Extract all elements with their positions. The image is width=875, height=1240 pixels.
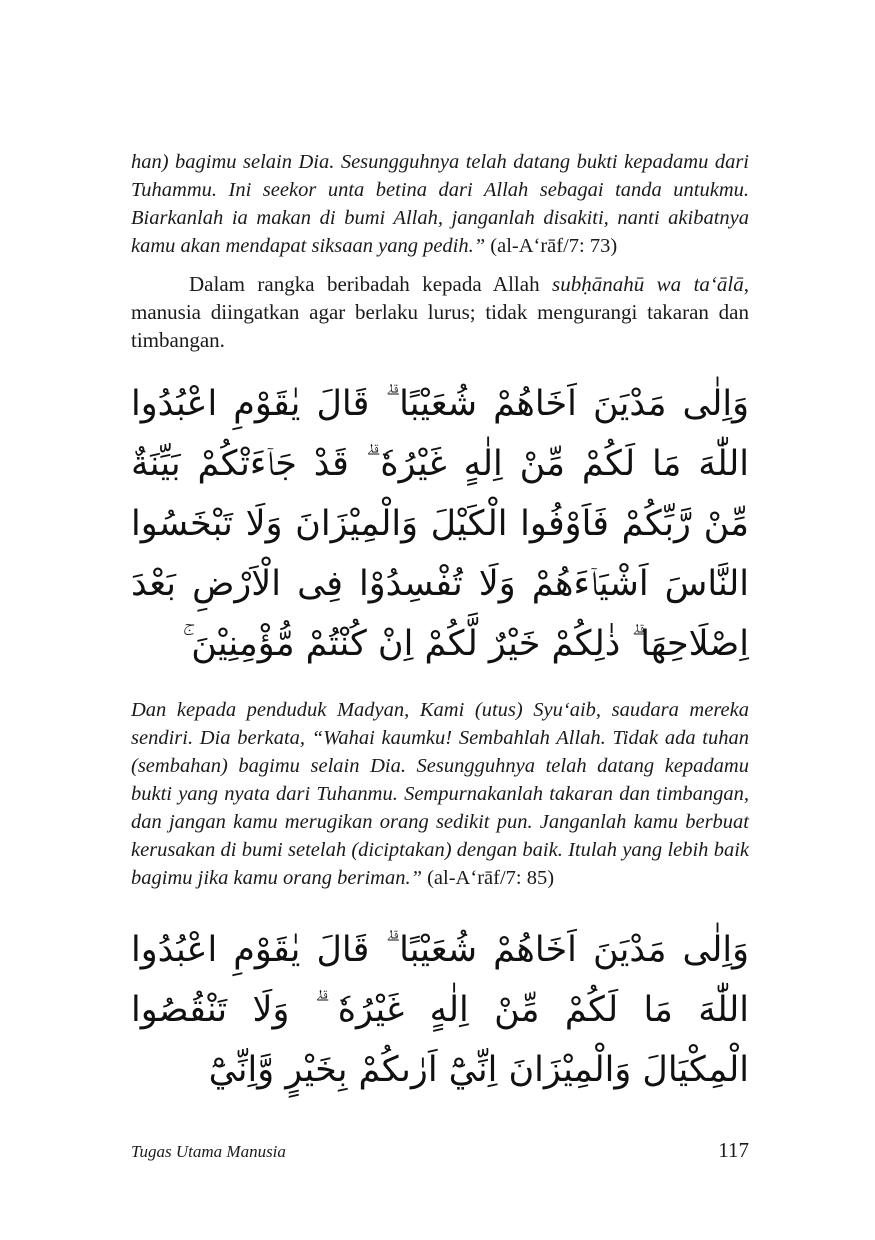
footer-page-number: 117 — [718, 1138, 749, 1162]
top-quote — [131, 148, 749, 260]
verse-1-translation — [131, 696, 749, 892]
verse-1-reference: (al-A‘rāf/7: 85) — [421, 867, 555, 889]
verse-1-translation-text: Dan kepada penduduk Madyan, Kami (utus) Syu‘aib, saudara mereka sendiri. Dia berkata, “Wahai kaumku! Sembahlah Allah. Tidak ada tuhan (sembahan) bagimu selain Dia. Sesungguhnya telah datang kepadamu bukti yang nyata dari Tuhanmu. Sempurnakanlah takaran dan timbangan, dan jangan kamu merugikan orang sedikit pun. Janganlah kamu berbuat kerusakan di bumi setelah (diciptakan) dengan baik. Itulah yang lebih baik bagimu jika kamu orang beriman.” — [131, 699, 749, 889]
body-paragraph-part1: Dalam rangka beribadah kepada Allah — [189, 272, 553, 296]
top-quote-text: han) bagimu selain Dia. Sesungguhnya telah datang bukti kepadamu dari Tuhammu. Ini seekor unta betina dari Allah sebagai tanda untukmu. Biarkanlah ia makan di bumi Allah, janganlah disakiti, nanti akibatnya kamu akan mendapat siksaan yang pedih.” — [131, 151, 749, 257]
arabic-verse-1: وَاِلٰى مَدْيَنَ اَخَاهُمْ شُعَيْبًا ۗ قَالَ يٰقَوْمِ اعْبُدُوا اللّٰهَ مَا لَكُمْ مِّنْ اِلٰهٍ غَيْرُهٗ ۗ قَدْ جَاۤءَتْكُمْ بَيِّنَةٌ مِّنْ رَّبِّكُمْ فَاَوْفُوا الْكَيْلَ وَالْمِيْزَانَ وَلَا تَبْخَسُوا النَّاسَ اَشْيَاۤءَهُمْ وَلَا تُفْسِدُوْا فِى الْاَرْضِ بَعْدَ اِصْلَاحِهَا ۗ ذٰلِكُمْ خَيْرٌ لَّكُمْ اِنْ كُنْتُمْ مُّؤْمِنِيْنَ ۚ — [131, 384, 749, 664]
page-footer — [131, 1138, 749, 1163]
arabic-verse-2: وَاِلٰى مَدْيَنَ اَخَاهُمْ شُعَيْبًا ۗ قَالَ يٰقَوْمِ اعْبُدُوا اللّٰهَ مَا لَكُمْ مِّنْ اِلٰهٍ غَيْرُهٗ ۗ وَلَا تَنْقُصُوا الْمِكْيَالَ وَالْمِيْزَانَ اِنِّيْٓ اَرٰىكُمْ بِخَيْرٍ وَّاِنِّيْٓ — [131, 930, 749, 1090]
footer-book-title: Tugas Utama Manusia — [131, 1142, 286, 1161]
page-content — [131, 148, 749, 1100]
body-paragraph — [131, 270, 749, 354]
body-paragraph-italic: subḥānahū wa ta‘ālā — [552, 272, 744, 296]
top-quote-reference: (al-A‘rāf/7: 73) — [485, 235, 618, 257]
body-paragraph-part2: , manusia diingatkan agar berlaku lurus; tidak mengurangi takaran dan timbangan. — [131, 272, 749, 352]
